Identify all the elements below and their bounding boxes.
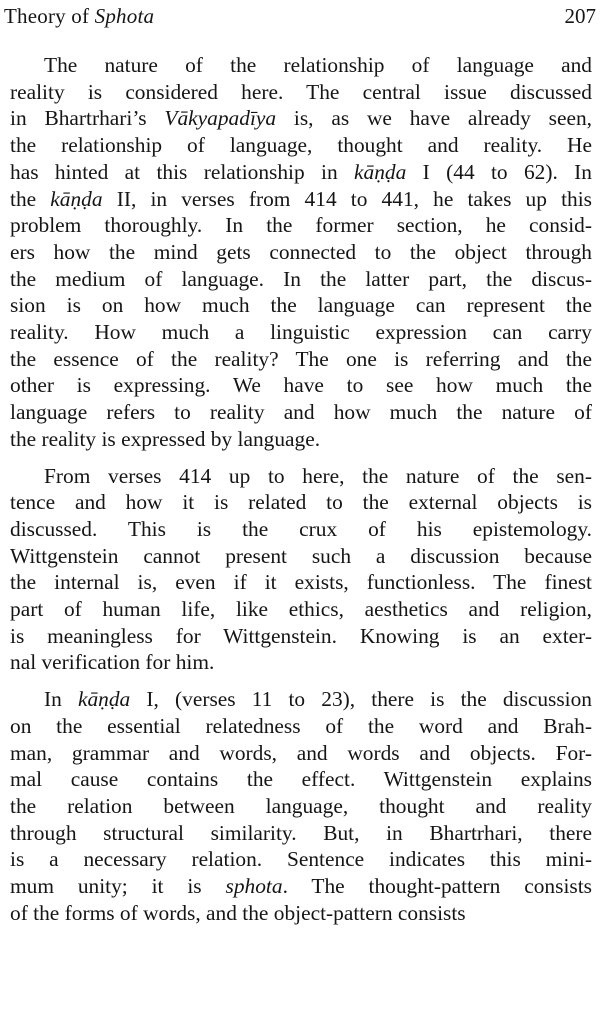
text-segment: reality is considered here. The central issue discussed: [10, 79, 592, 104]
text-segment: I, (verses 11 to 23), there is the discussion: [130, 687, 592, 712]
text-line: [10, 132, 592, 159]
text-segment: II, in verses from 414 to 441, he takes up this: [102, 186, 593, 211]
text-line: [10, 649, 592, 676]
text-segment: the relationship of language, thought and reality. He: [10, 133, 592, 158]
text-line: [10, 372, 592, 399]
text-line: [10, 52, 592, 79]
text-segment: the medium of language. In the latter part, the discus-: [10, 266, 592, 291]
paragraph-2: [10, 463, 592, 677]
italic-term: kāṇḍa: [354, 159, 407, 184]
text-line: [10, 266, 592, 293]
text-segment: sion is on how much the language can represent the: [10, 293, 592, 318]
text-segment: in Bhartrhari’s: [10, 106, 165, 131]
text-segment: the: [10, 186, 51, 211]
text-line: [10, 489, 592, 516]
text-segment: tence and how it is related to the external objects is: [10, 490, 592, 515]
text-segment: the relation between language, thought and reality: [10, 793, 592, 818]
text-line: [10, 319, 592, 346]
paragraph-1: [10, 52, 592, 453]
italic-term: kāṇḍa: [77, 687, 131, 712]
text-segment: . The thought-pattern consists: [282, 874, 592, 899]
running-head-italic: Sphota: [94, 4, 155, 28]
text-segment: problem thoroughly. In the former section, he consid-: [10, 213, 592, 238]
text-line: [10, 239, 592, 266]
text-segment: From verses 414 up to here, the nature of the sen-: [44, 463, 592, 488]
text-segment: on the essential relatedness of the word and Brah-: [10, 713, 592, 738]
text-segment: nal verification for him.: [10, 650, 215, 675]
italic-term: sphota: [225, 874, 283, 899]
text-segment: Wittgenstein cannot present such a discussion because: [10, 543, 592, 568]
text-line: [10, 516, 592, 543]
italic-term: kāṇḍa: [50, 186, 103, 211]
text-line: [10, 292, 592, 319]
text-line: [10, 159, 592, 186]
text-segment: ers how the mind gets connected to the object through: [10, 239, 592, 264]
text-segment: the reality is expressed by language.: [10, 426, 321, 451]
text-line: [10, 426, 592, 453]
text-line: [10, 686, 592, 713]
text-segment: I (44 to 62). In: [406, 159, 592, 184]
text-line: [10, 399, 592, 426]
text-segment: is meaningless for Wittgenstein. Knowing is an exter-: [10, 623, 592, 648]
text-line: [10, 623, 592, 650]
body-text: [10, 52, 592, 937]
text-segment: the essence of the reality? The one is referring and the: [10, 346, 592, 371]
text-line: [10, 543, 592, 570]
text-line: [10, 346, 592, 373]
page-number: 207: [564, 4, 596, 28]
text-segment: is, as we have already seen,: [276, 106, 592, 131]
text-line: [10, 79, 592, 106]
text-segment: reality. How much a linguistic expression can carry: [10, 320, 592, 345]
text-line: [10, 569, 592, 596]
italic-term: Vākyapadīya: [164, 106, 277, 131]
text-line: [10, 873, 592, 900]
text-segment: the internal is, even if it exists, functionless. The finest: [10, 570, 592, 595]
text-segment: discussed. This is the crux of his epistemology.: [10, 516, 592, 541]
running-header: [0, 0, 600, 40]
text-segment: through structural similarity. But, in Bhartrhari, there: [10, 820, 592, 845]
running-head-plain: Theory of: [4, 4, 95, 28]
text-line: [10, 900, 592, 927]
text-line: [10, 713, 592, 740]
text-segment: part of human life, like ethics, aesthetics and religion,: [10, 597, 592, 622]
text-line: [10, 766, 592, 793]
text-segment: The nature of the relationship of language and: [44, 53, 592, 77]
text-segment: other is expressing. We have to see how much the: [10, 373, 592, 398]
text-segment: mal cause contains the effect. Wittgenstein explains: [10, 767, 592, 792]
text-line: [10, 793, 592, 820]
text-line: [10, 740, 592, 767]
text-line: [10, 596, 592, 623]
text-segment: mum unity; it is: [10, 874, 226, 899]
text-segment: language refers to reality and how much the nature of: [10, 400, 592, 425]
text-line: [10, 186, 592, 213]
text-line: [10, 463, 592, 490]
text-segment: man, grammar and words, and words and objects. For-: [10, 740, 592, 765]
text-line: [10, 212, 592, 239]
text-line: [10, 820, 592, 847]
text-segment: In: [44, 687, 78, 712]
paragraph-3: [10, 686, 592, 926]
running-head-title: [4, 6, 154, 27]
text-segment: is a necessary relation. Sentence indicates this mini-: [10, 847, 592, 872]
text-segment: has hinted at this relationship in: [10, 159, 355, 184]
text-line: [10, 105, 592, 132]
text-line: [10, 846, 592, 873]
text-segment: of the forms of words, and the object-pattern consists: [10, 900, 466, 925]
